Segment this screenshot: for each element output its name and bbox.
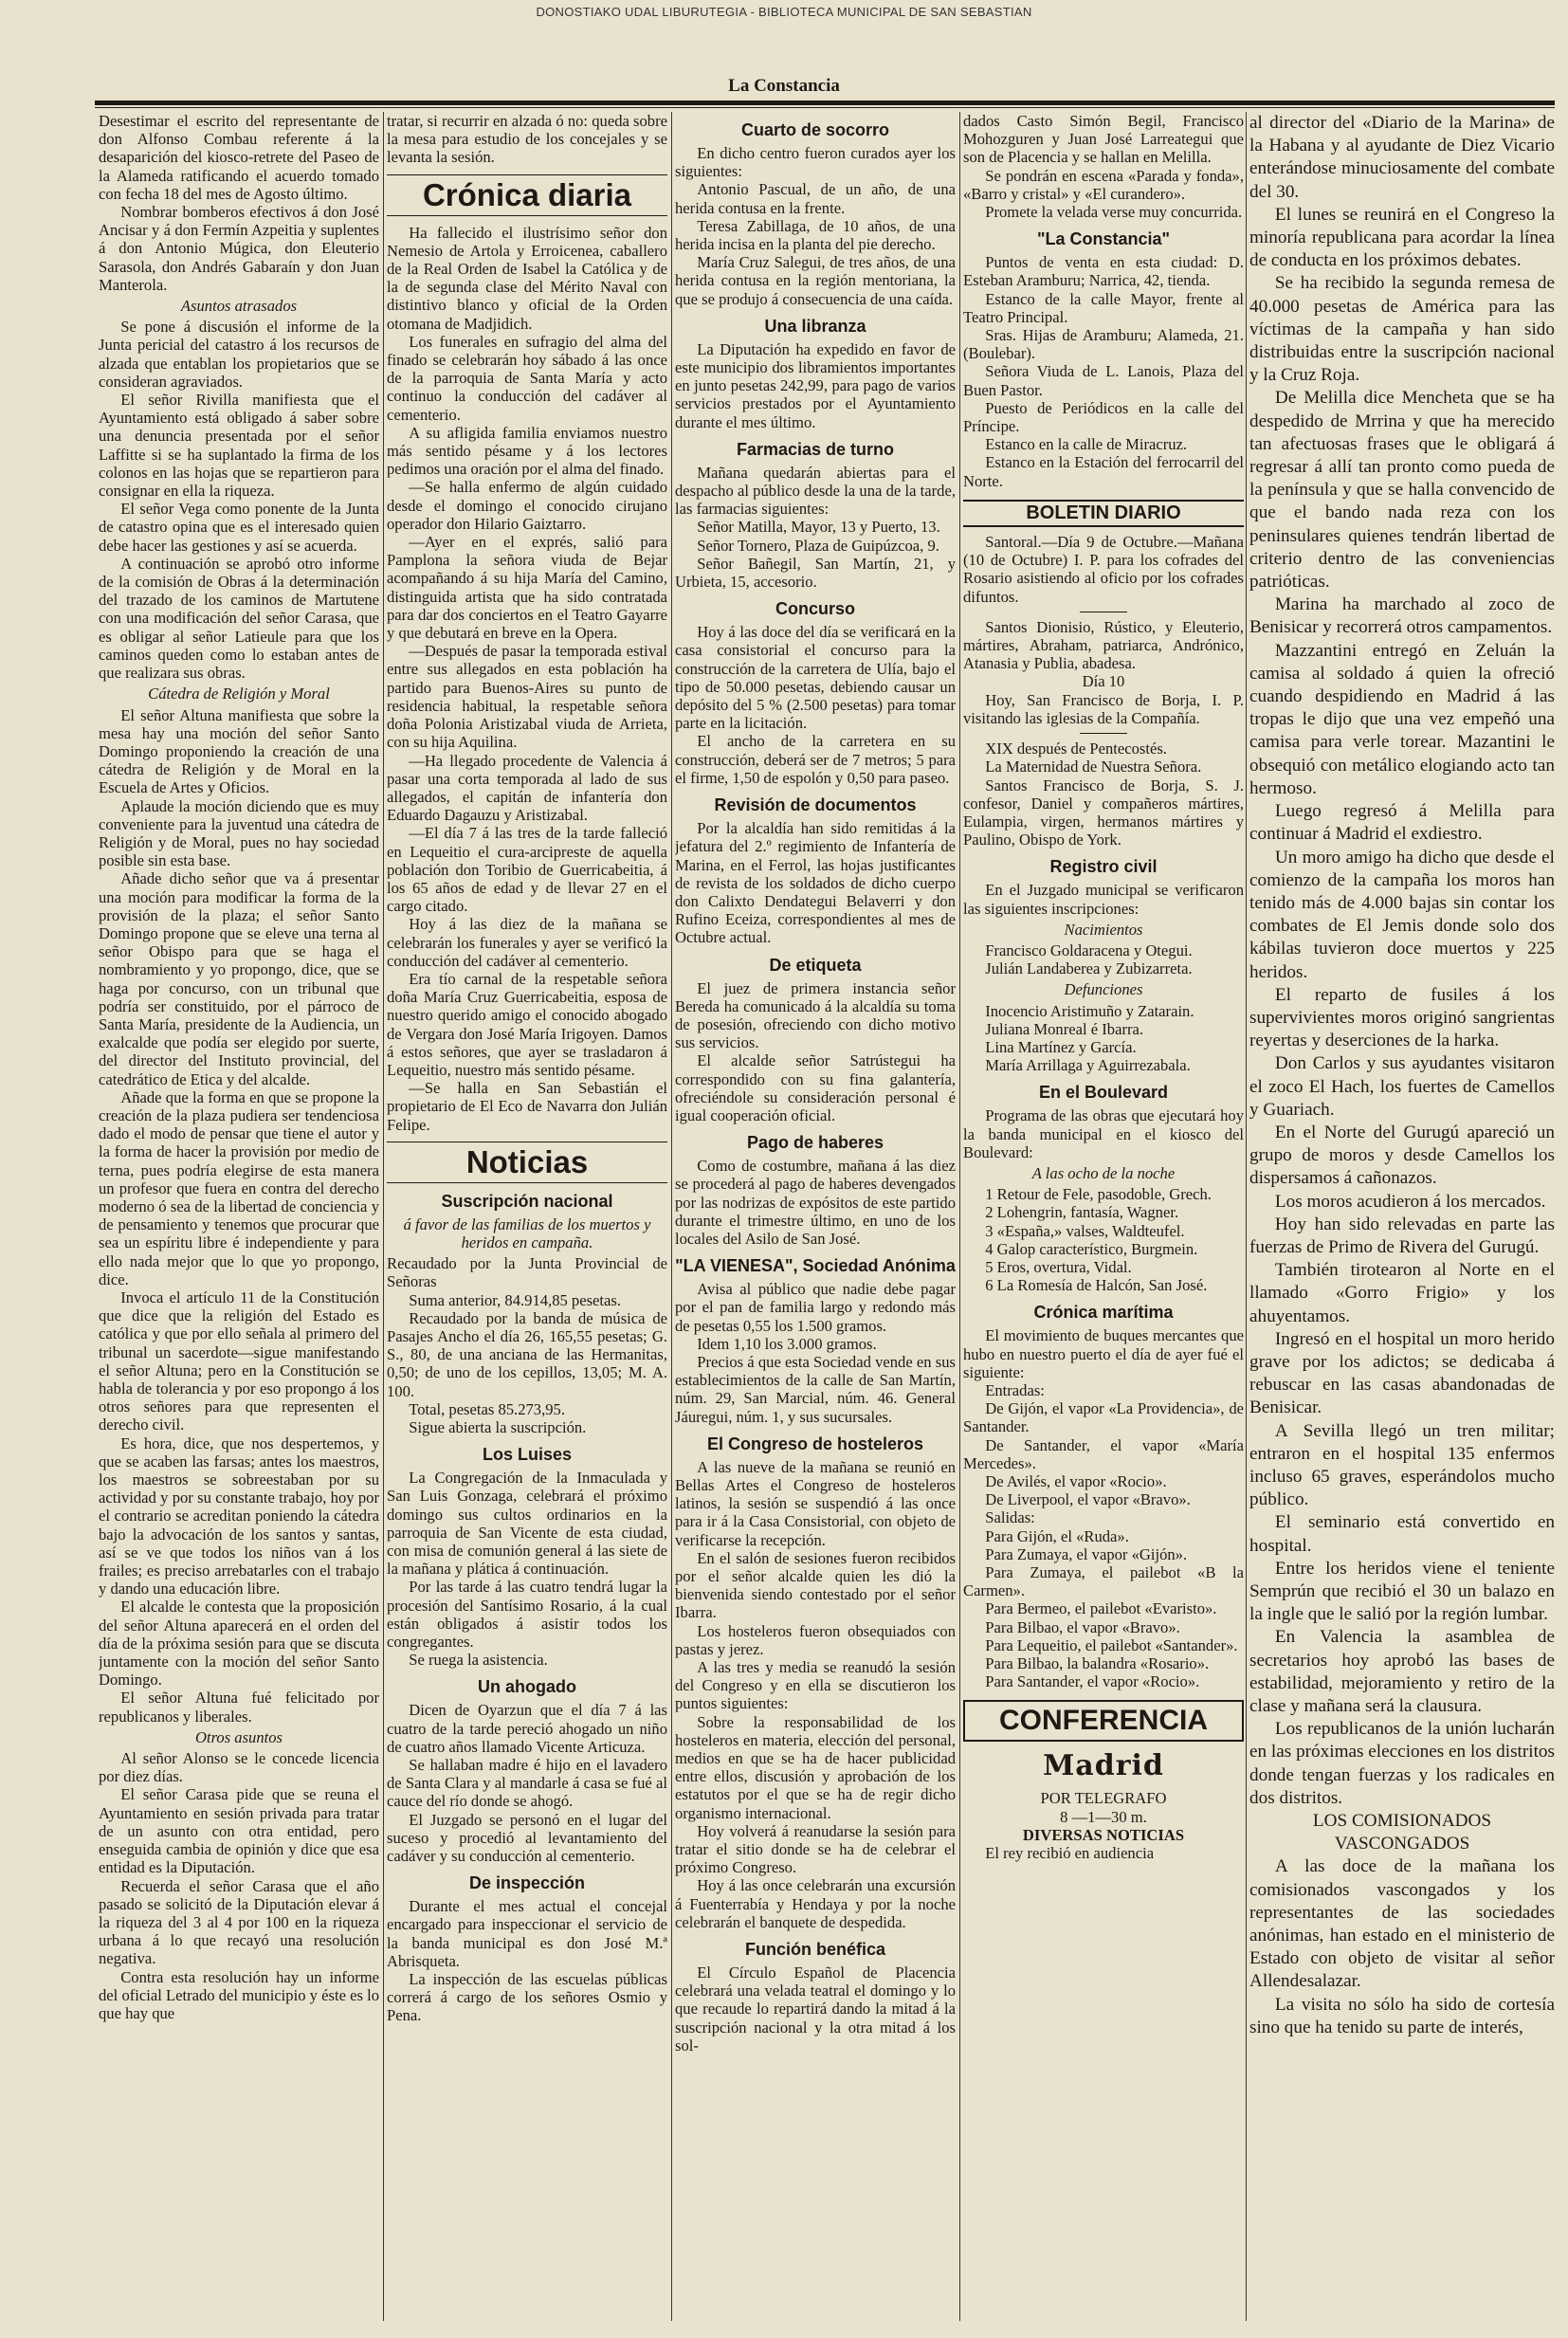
- paragraph: —Después de pasar la temporada estival entre sus allegados en esta población ha partido para Buenos-Aires su punto de residencia habitual, la respetable señora doña Polonia Aristizabal viuda de Arrieta, con su hija Aquilina.: [387, 642, 667, 752]
- paragraph: Antonio Pascual, de un año, de una herida contusa en la frente.: [675, 180, 956, 217]
- paragraph: Por la alcaldía han sido remitidas á la jefatura del 2.º regimiento de Infantería de Marina, en el Ferrol, las hojas justificantes de revista de los soldados de dicho cuerpo don Calixto Dendategui Belaverri y don Rufino Eceiza, correspondientes al mes de Octubre actual.: [675, 819, 956, 947]
- paragraph: El movimiento de buques mercantes que hubo en nuestro puerto el día de ayer fué el siguiente:: [963, 1326, 1244, 1381]
- paragraph: Santos Francisco de Borja, S. J. confesor, Daniel y compañeros mártires, Eulampia, virgen, hermanos mártires y Paulino, Obispo de York.: [963, 776, 1244, 849]
- paragraph: El rey recibió en audiencia: [985, 1844, 1155, 1863]
- paragraph: Programa de las obras que ejecutará hoy la banda municipal en el kiosco del Boulevard:: [963, 1106, 1244, 1161]
- paragraph: El señor Carasa pide que se reuna el Ayuntamiento en sesión privada para tratar de un asunto con otra entidad, pero enseguida cambia de opinión y dice que esa entidad es la Diputación.: [99, 1785, 379, 1877]
- paragraph: El reparto de fusiles á los supervivientes moros originó sangrientas reyertas y deserciones de la harka.: [1249, 984, 1555, 1051]
- section-box-heading: BOLETIN DIARIO: [963, 500, 1244, 527]
- paragraph: Precios á que esta Sociedad vende en sus establecimientos de la calle de San Martín, núm. 29, San Marcial, núm. 46. General Jáuregui, núm. 1, y sus sucursales.: [675, 1352, 956, 1426]
- paragraph: En el salón de sesiones fueron recibidos por el señor alcalde quien les dió la bienvenida siendo contestado por el señor Ibarra.: [675, 1548, 956, 1622]
- paragraph: Para Zumaya, el vapor «Gijón».: [985, 1544, 1188, 1563]
- paragraph: 1 Retour de Fele, pasodoble, Grech.: [985, 1185, 1212, 1204]
- paragraph: Hoy han sido relevadas en parte las fuerzas de Primo de Rivera del Gurugú.: [1249, 1214, 1555, 1257]
- paragraph: Los republicanos de la unión lucharán en las próximas elecciones en los distritos donde tengan fuerzas y los radicales en dos distritos.: [1249, 1719, 1555, 1808]
- paragraph: Lina Martínez y García.: [985, 1037, 1137, 1056]
- paragraph: Se ruega la asistencia.: [409, 1651, 548, 1670]
- section-heading: De inspección: [468, 1873, 586, 1893]
- paragraph: Los funerales en sufragio del alma del finado se celebrarán hoy sábado á las once de la parroquia de Santa María y acto continuo la conducción del cadáver al cementerio.: [387, 332, 667, 424]
- paragraph: 5 Eros, overtura, Vidal.: [985, 1257, 1132, 1276]
- section-heading: El Congreso de hosteleros: [706, 1434, 924, 1453]
- section-heading: Los Luises: [482, 1445, 573, 1465]
- column-2: [387, 112, 667, 2326]
- paragraph: Invoca el artículo 11 de la Constitución que dice que la religión del Estado es católica y que por ello señala al primero del tribunal un sacerdote—sigue manifestando el señor Altuna; pero en la Constitución se habla de tolerancia y por eso propongo á los otros señores para que representen el derecho civil.: [99, 1288, 379, 1434]
- paragraph: Juliana Monreal é Ibarra.: [985, 1019, 1144, 1038]
- paragraph: A continuación se aprobó otro informe de la comisión de Obras á la determinación del trazado de los caminos de Martutene con una modificación del señor Carasa, que es obligar al señor Latieule para que los caminos queden como lo estaban antes de que realizara sus obras.: [99, 554, 379, 683]
- paragraph: Ha fallecido el ilustrísimo señor don Nemesio de Artola y Erroicenea, caballero de la Real Orden de Isabel la Católica y de la de segunda clase del Mérito Naval con distintivo blanco y oficial de la Orden otomana de Madjidich.: [387, 223, 667, 333]
- section-heading: Suscripción nacional: [441, 1191, 613, 1211]
- paragraph: La visita no sólo ha sido de cortesía sino que ha tenido su parte de interés,: [1249, 1994, 1555, 2037]
- paragraph: Suma anterior, 84.914,85 pesetas.: [409, 1290, 621, 1309]
- paragraph: tratar, si recurrir en alzada ó no: queda sobre la mesa para estudio de los concejales y se levanta la sesión.: [387, 112, 667, 167]
- paragraph: A las tres y media se reanudó la sesión del Congreso y en ella se discutieron los puntos siguientes:: [675, 1658, 956, 1713]
- paragraph: Hoy á las once celebrarán una excursión á Fuenterrabía y Hendaya y por la noche celebrarán el banquete de despedida.: [675, 1876, 956, 1931]
- paragraph: En dicho centro fueron curados ayer los siguientes:: [675, 144, 956, 181]
- conference-banner: CONFERENCIA: [963, 1700, 1244, 1742]
- paragraph: Para Gijón, el «Ruda».: [985, 1526, 1129, 1545]
- paragraph: En el Juzgado municipal se verificaron las siguientes inscripciones:: [963, 881, 1244, 918]
- paragraph: Se pondrán en escena «Parada y fonda», «Barro y cristal» y «El curandero».: [963, 166, 1244, 203]
- column-separator: [959, 112, 960, 2321]
- section-heading: Concurso: [775, 599, 855, 619]
- paragraph: Señor Tornero, Plaza de Guipúzcoa, 9.: [697, 536, 939, 555]
- paragraph: El señor Vega como ponente de la Junta de catastro opina que es el interesado quien debe hacer las gestiones y así se acuerda.: [99, 500, 379, 555]
- section-heading: "La Constancia": [1036, 229, 1171, 249]
- paragraph: Mañana quedarán abiertas para el despacho al público desde la una de la tarde, las farmacias siguientes:: [675, 463, 956, 519]
- paragraph: Luego regresó á Melilla para continuar á Madrid el exdiestro.: [1249, 801, 1555, 845]
- paragraph: Nombrar bomberos efectivos á don José Ancisar y á don Fermín Azpeitia y suplentes á don Antonio Múgica, don Eleuterio Sarasola, don Andrés Gabaraín y don Juan Manterola.: [99, 203, 379, 294]
- paragraph: Para Santander, el vapor «Rocio».: [985, 1672, 1200, 1691]
- paragraph: El Círculo Español de Placencia celebrará una velada teatral el domingo y lo que recaude lo repartirá dando la mitad á la suscripción nacional y la otra mitad á los sol-: [675, 1964, 956, 2055]
- paragraph: Los hosteleros fueron obsequiados con pastas y jerez.: [675, 1621, 956, 1658]
- section-banner: Crónica diaria: [387, 174, 667, 216]
- paragraph: Estanco en la Estación del ferrocarril del Norte.: [963, 453, 1244, 490]
- paragraph: 2 Lohengrin, fantasía, Wagner.: [985, 1203, 1179, 1222]
- paragraph: El alcalde le contesta que la proposición del señor Altuna aparecerá en el orden del día de la próxima sesión para que se discuta juntamente con la moción del señor Santo Domingo.: [99, 1598, 379, 1690]
- paragraph: Sobre la responsabilidad de los hosteleros en materia, elección del personal, medios en que se ha de hacer publicidad entre ellos, discusión y aprobación de los estatutos por el que se ha de regir dicho organismo internacional.: [675, 1712, 956, 1822]
- paragraph: Señor Matilla, Mayor, 13 y Puerto, 13.: [697, 518, 940, 537]
- paragraph: Entre los heridos viene el teniente Semprún que recibió el 30 un balazo en la ingle que le salió por la región lumbar.: [1249, 1558, 1555, 1625]
- column-1: [99, 112, 379, 2326]
- paragraph: La Congregación de la Inmaculada y San Luis Gonzaga, celebrará el próximo domingo sus cultos ordinarios en la parroquia de San Vicente de esta ciudad, con misa de comunión general á las siete de la mañana y plática á continuación.: [387, 1469, 667, 1579]
- paragraph: La inspección de las escuelas públicas correrá á cargo de los señores Osmio y Pena.: [387, 1970, 667, 2025]
- paragraph: A las nueve de la mañana se reunió en Bellas Artes el Congreso de hosteleros latinos, la sesión se suspendió á las once para ir á la Casa Consistorial, con objeto de verificarse la recepción.: [675, 1457, 956, 1549]
- paragraph: Teresa Zabillaga, de 10 años, de una herida incisa en la planta del pie derecho.: [675, 216, 956, 254]
- section-heading: Farmacias de turno: [736, 439, 895, 459]
- paragraph: María Arrillaga y Aguirrezabala.: [985, 1056, 1191, 1075]
- paragraph: A Sevilla llegó un tren militar; entraron en el hospital 135 enfermos incluso 65 graves, esperándolos mucho público.: [1249, 1420, 1555, 1510]
- paragraph: Como de costumbre, mañana á las diez se procederá al pago de haberes devengados por las nodrizas de expósitos de este partido durante el trimestre último, en uno de los locales del Asilo de San José.: [675, 1157, 956, 1248]
- centered-line: POR TELEGRAFO: [1040, 1789, 1167, 1808]
- paragraph: Hoy á las doce del día se verificará en la casa consistorial el concurso para la construcción de la carretera de Ulía, bajo el tipo de 50.000 pesetas, debiendo causar un depósito del 5 % (2.500 pesetas) para tomar parte en la licitación.: [675, 623, 956, 733]
- subheading: Otros asuntos: [194, 1727, 283, 1746]
- section-heading: Registro civil: [1049, 857, 1158, 877]
- paragraph: Para Bilbao, el vapor «Bravo».: [985, 1617, 1180, 1636]
- paragraph: Durante el mes actual el concejal encargado para inspeccionar el servicio de la banda municipal es don José M.ª Abrisqueta.: [387, 1897, 667, 1970]
- paragraph: Para Lequeitio, el pailebot «Santander».: [985, 1635, 1238, 1654]
- section-heading: En el Boulevard: [1038, 1083, 1169, 1103]
- paragraph: De Gijón, el vapor «La Providencia», de Santander.: [963, 1399, 1244, 1436]
- paragraph: El señor Altuna manifiesta que sobre la mesa hay una moción del señor Santo Domingo proponiendo la creación de una cátedra de Religión y de Moral en la Escuela de Artes y Oficios.: [99, 705, 379, 797]
- paragraph: Aplaude la moción diciendo que es muy conveniente para la juventud una cátedra de Religión y de Moral, pues no hay sociedad posible sin esta base.: [99, 796, 379, 870]
- paragraph: Mazzantini entregó en Zeluán la camisa al soldado á quien la ofreció cuando despidiendo en Madrid á las tropas le dijo que una vez empeñó una camisa para verle torear. Mazantini le obsequió con metálico elogiando acto tan hermoso.: [1249, 640, 1555, 798]
- paragraph: 3 «España,» valses, Waldteufel.: [985, 1221, 1185, 1240]
- section-heading: Pago de haberes: [746, 1133, 884, 1153]
- subheading: Asuntos atrasados: [180, 297, 298, 316]
- paragraph: La Maternidad de Nuestra Señora.: [985, 758, 1202, 776]
- paragraph: María Cruz Salegui, de tres años, de una herida contusa en la región mentoriana, la que se produjo á consecuencia de una caída.: [675, 253, 956, 308]
- paragraph: Hoy, San Francisco de Borja, I. P. visitando las iglesias de la Compañía.: [963, 690, 1244, 727]
- paragraph: Contra esta resolución hay un informe del oficial Letrado del municipio y éste es lo que hay que: [99, 1967, 379, 2022]
- paragraph: Añade que la forma en que se propone la creación de la plaza pudiera ser tendenciosa dado el modo de pensar que tiene el autor y la forma de hacer la provisión por medio de terna, pues podría elegirse de esta manera un profesor que fuera en contra del derecho moderno ó sea de la libertad de conciencia y de pensamiento y tenemos que procurar que sea un espíritu libre é independiente y para ello nada mejor que lo que yo propongo, dice.: [99, 1087, 379, 1288]
- paragraph: Dicen de Oyarzun que el día 7 á las cuatro de la tarde pereció ahogado un niño de cuatro años llamado Vicente Articuza.: [387, 1701, 667, 1756]
- section-heading: Función benéfica: [744, 1940, 886, 1960]
- paragraph: De Avilés, el vapor «Rocio».: [985, 1472, 1167, 1490]
- paragraph: Para Bermeo, el pailebot «Evaristo».: [985, 1599, 1217, 1618]
- paragraph: Avisa al público que nadie debe pagar por el pan de familia largo y redondo más de pesetas 0,55 los 1.500 gramos.: [675, 1280, 956, 1335]
- paragraph: Señor Bañegil, San Martín, 21, y Urbieta, 15, accesorio.: [675, 554, 956, 592]
- section-heading: Crónica marítima: [1033, 1303, 1174, 1323]
- paragraph: Los moros acudieron á los mercados.: [1274, 1191, 1546, 1212]
- paragraph: El Juzgado se personó en el lugar del suceso y procedió al levantamiento del cadáver y su conducción al cementerio.: [387, 1810, 667, 1866]
- column-separator: [383, 112, 384, 2321]
- paragraph: En Valencia la asamblea de secretarios hoy aprobó las bases de estabilidad, mejoramiento y retiro de la clase y mañana será la clausura.: [1249, 1627, 1555, 1717]
- paragraph: Se ha recibido la segunda remesa de 40.000 pesetas de América para las víctimas de la campaña y han sido distribuidas entre la suscripción nacional y la Cruz Roja.: [1249, 273, 1555, 386]
- paragraph: Don Carlos y sus ayudantes visitaron el zoco El Hach, los fuertes de Camellos y Guariach.: [1249, 1053, 1555, 1120]
- paragraph: La Diputación ha expedido en favor de este municipio dos libramientos importantes en junto pesetas 242,99, para pago de varios servicios prestados por el Ayuntamiento durante el mes último.: [675, 339, 956, 431]
- paragraph: al director del «Diario de la Marina» de la Habana y al ayudante de Diez Vicario enterándose minuciosamente del combate del 30.: [1249, 113, 1555, 202]
- column-5: [1249, 112, 1555, 2326]
- paragraph: Era tío carnal de la respetable señora doña María Cruz Guerricabeitia, esposa de nuestro querido amigo el conocido abogado de Vergara don José María Irigoyen. Damos á estos señores, que ayer se trasladaron á Lequeitio, nuestro más sentido pésame.: [387, 969, 667, 1079]
- subheading: Nacimientos: [1064, 920, 1143, 939]
- paragraph: XIX después de Pentecostés.: [985, 740, 1167, 758]
- paragraph: Sigue abierta la suscripción.: [409, 1418, 587, 1436]
- section-heading: Un ahogado: [478, 1677, 576, 1697]
- paragraph: Entradas:: [985, 1380, 1045, 1399]
- subheading: Cátedra de Religión y Moral: [148, 685, 330, 703]
- paragraph: Hoy volverá á reanudarse la sesión para tratar el sitio donde se ha de celebrar el próximo Congreso.: [675, 1821, 956, 1877]
- paragraph: Inocencio Aristimuño y Zatarain.: [985, 1001, 1194, 1020]
- paragraph: Por las tarde á las cuatro tendrá lugar la procesión del Santísimo Rosario, á la cual están obligados á asistir todos los congregantes.: [387, 1578, 667, 1652]
- paragraph: El seminario está convertido en hospital.: [1249, 1512, 1555, 1556]
- paragraph: Estanco en la calle de Miracruz.: [985, 435, 1188, 454]
- section-heading: De etiqueta: [769, 955, 862, 975]
- archive-header: DONOSTIAKO UDAL LIBURUTEGIA - BIBLIOTECA MUNICIPAL DE SAN SEBASTIAN: [536, 5, 1032, 19]
- section-heading: "LA VIENESA", Sociedad Anónima: [675, 1256, 956, 1276]
- paragraph: Recaudado por la Junta Provincial de Señoras: [387, 1254, 667, 1291]
- paragraph: Promete la velada verse muy concurrida.: [985, 203, 1243, 222]
- paragraph: Puesto de Periódicos en la calle del Príncipe.: [963, 398, 1244, 436]
- column-4: [963, 112, 1244, 2326]
- paragraph: El señor Altuna fué felicitado por republicanos y liberales.: [99, 1689, 379, 1726]
- paragraph: —Ha llegado procedente de Valencia á pasar una corta temporada al lado de sus allegados, el capitán de infantería don Eduardo Dagauzu y Aristizabal.: [387, 751, 667, 825]
- paragraph: El ancho de la carretera en su construcción, deberá ser de 7 metros; 5 para el firme, 1,50 de espolón y 0,50 para paseo.: [675, 732, 956, 787]
- centered-line-bold: DIVERSAS NOTICIAS: [1022, 1825, 1185, 1844]
- paragraph: Recaudado por la banda de música de Pasajes Ancho el día 26, 165,55 pesetas; G. S., 80, de una anciana de las Hermanitas, 0,50; de uno de los cepillos, 13,05; M. A. 100.: [387, 1308, 667, 1400]
- masthead-rule-thick: [95, 100, 1555, 105]
- column-separator: [671, 112, 672, 2321]
- paragraph: Idem 1,10 los 3.000 gramos.: [697, 1334, 877, 1353]
- paragraph: De Santander, el vapor «María Mercedes».: [963, 1435, 1244, 1472]
- paragraph: Ingresó en el hospital un moro herido grave por los adictos; se dedicaba á rebuscar en las casas abandonadas de Benisicar.: [1249, 1328, 1555, 1418]
- paragraph: También tirotearon al Norte en el llamado «Gorro Frigio» y los ahuyentamos.: [1249, 1260, 1555, 1326]
- paragraph: —Ayer en el exprés, salió para Pamplona la señora viuda de Bejar acompañando á su hija María del Camino, distinguida artista que ha sido contratada para dar dos conciertos en el Teatro Gayarre y que debutará en breve en la Opera.: [387, 533, 667, 643]
- paragraph: A su afligida familia enviamos nuestro más sentido pésame y á los lectores pedimos una oración por el alma del finado.: [387, 423, 667, 479]
- paragraph: Señora Viuda de L. Lanois, Plaza del Buen Pastor.: [963, 362, 1244, 399]
- dateline-heading: Madrid: [1043, 1749, 1164, 1783]
- paragraph: Salidas:: [985, 1508, 1035, 1527]
- section-heading: Una libranza: [764, 316, 866, 336]
- paragraph: De Liverpool, el vapor «Bravo».: [985, 1490, 1191, 1509]
- paragraph: Se pone á discusión el informe de la Junta pericial del catastro á los recursos de alzada que entablan los propietarios que se consideran agraviados.: [99, 318, 379, 391]
- subheading: A las ocho de la noche: [1031, 1163, 1176, 1182]
- paragraph: Se hallaban madre é hijo en el lavadero de Santa Clara y al mandarle á casa se fué al cauce del río donde se ahogó.: [387, 1756, 667, 1811]
- centered-line: LOS COMISIONADOS VASCONGADOS: [1312, 1811, 1492, 1854]
- paragraph: El señor Rivilla manifiesta que el Ayuntamiento está obligado á saber sobre una denuncia presentada por el señor Laffitte si se ha suplantado la firma de los colonos en las hojas que se repartieron para consignar en ella la riqueza.: [99, 391, 379, 501]
- paragraph: Francisco Goldaracena y Otegui.: [985, 941, 1193, 959]
- paragraph: Marina ha marchado al zoco de Benisicar y recorrerá otros campamentos.: [1249, 594, 1555, 638]
- paragraph: Total, pesetas 85.273,95.: [409, 1399, 565, 1418]
- masthead-rule-thin: [95, 107, 1555, 108]
- paragraph: El lunes se reunirá en el Congreso la minoría republicana para acordar la línea de conducta en los próximos debates.: [1249, 204, 1555, 271]
- column-3: [675, 112, 956, 2326]
- masthead: La Constancia: [728, 76, 840, 96]
- paragraph: Hoy á las diez de la mañana se celebrarán los funerales y ayer se verificó la conducción del cadáver al cementerio.: [387, 915, 667, 970]
- paragraph: Julián Landaberea y Zubizarreta.: [985, 959, 1193, 978]
- paragraph: En el Norte del Gurugú apareció un grupo de moros y desde Camellos los dispersamos á cañonazos.: [1249, 1122, 1555, 1189]
- paragraph: Sras. Hijas de Aramburu; Alameda, 21. (Boulebar).: [963, 326, 1244, 363]
- section-heading: Revisión de documentos: [714, 795, 917, 815]
- centered-line: 8 —1—30 m.: [1060, 1807, 1147, 1826]
- subheading: á favor de las familias de los muertos y heridos en campaña.: [403, 1215, 651, 1251]
- paragraph: Para Zumaya, el pailebot «B la Carmen».: [963, 1563, 1244, 1600]
- paragraph: 4 Galop característico, Burgmein.: [985, 1239, 1198, 1258]
- paragraph: Es hora, dice, que nos despertemos, y que se acaben las farsas; antes los maestros, los maestros se sobreestaban por su actividad y por su constante trabajo, hoy por el contrario se acreditan poniendo la cátedra bajo la advocación de los santos y santas, así se ve que todos los niños van á los frailes; es preciso arrebatarles con el trabajo y dando una educación libre.: [99, 1434, 379, 1598]
- paragraph: —El día 7 á las tres de la tarde falleció en Lequeitio el cura-arcipreste de aquella población don Toribio de Guerricabeitia, á los 65 años de edad y de llevar 27 en el cargo citado.: [387, 824, 667, 916]
- subheading: Defunciones: [1064, 980, 1143, 999]
- paragraph: Estanco de la calle Mayor, frente al Teatro Principal.: [963, 289, 1244, 326]
- paragraph: Un moro amigo ha dicho que desde el comienzo de la campaña los moros han tenido más de 4.000 bajas sin contar los combates de El Jemis donde solo dos kábilas tuvieron doce muertos y 225 heridos.: [1249, 847, 1555, 982]
- centered-line: Día 10: [1082, 672, 1125, 691]
- column-separator: [1246, 112, 1247, 2321]
- separator-dash: [1080, 733, 1127, 734]
- paragraph: Añade dicho señor que va á presentar una moción para modificar la forma de la provisión de la plaza; el señor Santo Domingo propone que se eleve una terna al señor Obispo para que se haga el nombramiento y yo propongo, dice, que se haga por concurso, con un tribunal que podría ser constituido, por el párroco de Santa María, presidente de la Audiencia, un exalcalde que podía ser elegido por suerte, del director del Instituto provincial, del catedrático de Etica y del alcalde.: [99, 869, 379, 1088]
- paragraph: El juez de primera instancia señor Bereda ha comunicado á la alcaldía su toma de posesión, ofreciendo con dicho motivo sus servicios.: [675, 978, 956, 1052]
- paragraph: —Se halla en San Sebastián el propietario de El Eco de Navarra don Julián Felipe.: [387, 1079, 667, 1134]
- paragraph: Al señor Alonso se le concede licencia por diez días.: [99, 1749, 379, 1786]
- paragraph: —Se halla enfermo de algún cuidado desde el domingo el conocido cirujano operador don Hilario Gaiztarro.: [387, 478, 667, 533]
- paragraph: Desestimar el escrito del representante de don Alfonso Combau referente á la desaparición del kiosco-retrete del Paseo de la Alameda ratificando el acuerdo tomado con fecha 18 del mes de Agosto último.: [99, 112, 379, 203]
- paragraph: Santos Dionisio, Rústico, y Eleuterio, mártires, Abraham, patriarca, Andrónico, Atanasia y Publia, abadesa.: [963, 617, 1244, 673]
- section-heading: Cuarto de socorro: [740, 120, 890, 139]
- paragraph: Recuerda el señor Carasa que el año pasado se solicitó de la Diputación elevar á la riqueza del 3 al 4 por 100 en la riqueza urbana á lo que recayó una resolución negativa.: [99, 1876, 379, 1968]
- paragraph: A las doce de la mañana los comisionados vascongados y los representantes de las sociedades anónimas, han estado en el ministerio de Estado con objeto de visitar al señor Allendesalazar.: [1249, 1856, 1555, 1992]
- paragraph: De Melilla dice Mencheta que se ha despedido de Mrrina y que ha merecido tan afectuosas frases que le obligará á regresar á allí tan pronto como pueda de la península y que se halla convencido de que el bando nada reza con los peninsulares quienes tendrán libertad de criterio dentro de las conveniencias patrióticas.: [1249, 388, 1555, 593]
- section-banner: Noticias: [387, 1142, 667, 1183]
- paragraph: 6 La Romesía de Halcón, San José.: [985, 1276, 1208, 1295]
- paragraph: Puntos de venta en esta ciudad: D. Esteban Aramburu; Narrica, 42, tienda.: [963, 253, 1244, 290]
- paragraph: dados Casto Simón Begil, Francisco Mohozguren y Juan José Larreategui que son de Placencia y se hallan en Melilla.: [963, 112, 1244, 167]
- paragraph: El alcalde señor Satrústegui ha correspondido con su fina galantería, ofreciéndole su consideración personal é igual cooperación oficial.: [675, 1051, 956, 1124]
- paragraph: Para Bilbao, la balandra «Rosario».: [985, 1654, 1210, 1673]
- paragraph: Santoral.—Día 9 de Octubre.—Mañana (10 de Octubre) I. P. para los cofrades del Rosario asistiendo al oficio por los cofrades difuntos.: [963, 533, 1244, 606]
